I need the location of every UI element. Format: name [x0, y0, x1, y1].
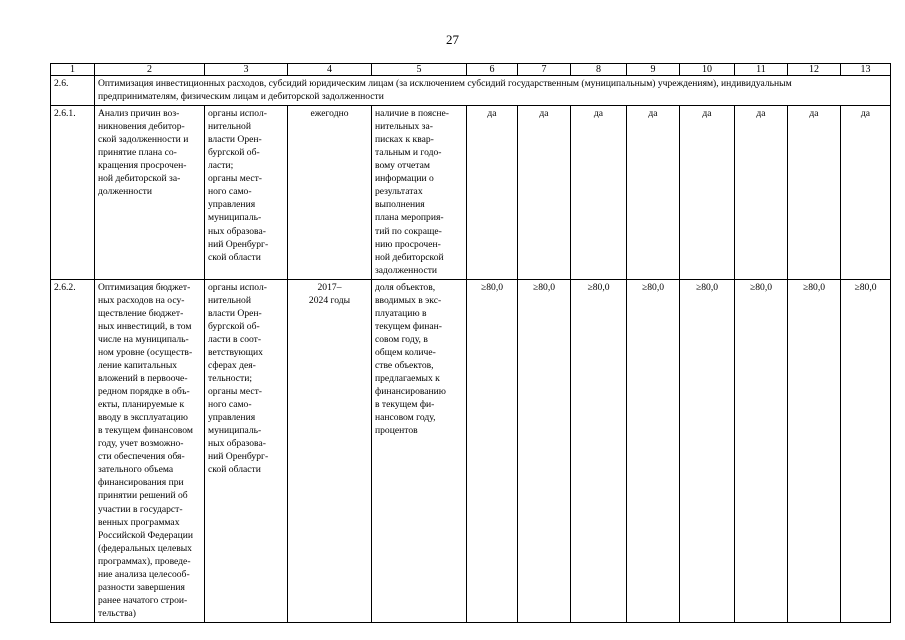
target-value: ≥80,0: [788, 279, 841, 622]
target-value: да: [735, 106, 788, 280]
row-number: 2.6.2.: [51, 279, 95, 622]
term-text: 2017– 2024 годы: [288, 279, 372, 622]
target-value: да: [518, 106, 571, 280]
target-value: ≥80,0: [627, 279, 680, 622]
target-value: да: [788, 106, 841, 280]
page-number: 27: [446, 32, 459, 47]
column-number: 10: [680, 64, 735, 76]
indicator-text: наличие в поясне- нительных за- писках к квар- тальным и годо- вому отчетам информации о результатах выполнения плана мероприя- тий по сокраще- нию просрочен- ной дебиторской задолженности: [372, 106, 467, 280]
target-value: ≥80,0: [841, 279, 891, 622]
target-value: да: [627, 106, 680, 280]
column-number: 3: [205, 64, 288, 76]
term-text: ежегодно: [288, 106, 372, 280]
column-number: 9: [627, 64, 680, 76]
column-number: 1: [51, 64, 95, 76]
column-number: 8: [571, 64, 627, 76]
table-row: [51, 279, 891, 622]
column-number: 13: [841, 64, 891, 76]
target-value: ≥80,0: [571, 279, 627, 622]
section-row: [51, 76, 891, 106]
column-number: 5: [372, 64, 467, 76]
measures-table: [50, 63, 891, 623]
column-number: 11: [735, 64, 788, 76]
target-value: да: [680, 106, 735, 280]
target-value: да: [467, 106, 518, 280]
section-title: Оптимизация инвестиционных расходов, субсидий юридическим лицам (за исключением субсидий государственным (муниципальным) учреждениям), индивидуальным предпринимателям, физическим лицам и дебиторской задолженности: [95, 76, 891, 106]
measure-text: Анализ причин воз- никновения дебитор- ской задолженности и принятие плана со- кращения просрочен- ной дебиторской за- долженности: [95, 106, 205, 280]
row-number: 2.6.1.: [51, 106, 95, 280]
target-value: ≥80,0: [467, 279, 518, 622]
column-number: 6: [467, 64, 518, 76]
column-number: 4: [288, 64, 372, 76]
column-number: 7: [518, 64, 571, 76]
measure-text: Оптимизация бюджет- ных расходов на осу- ществление бюджет- ных инвестиций, в том числе на муниципаль- ном уровне (осуществ- ление капитальных вложений в первооче- редном порядке в объ- екты, планируемые к вводу в эксплуатацию в текущем финансовом году, учет возможно- сти обеспечения обя- зательного объема финансирования при принятии решений об участии в государст- венных программах Российской Федерации (федеральных целевых программах), проведе- ние анализа целесооб- разности завершения ранее начатого строи- тельства): [95, 279, 205, 622]
table-row: [51, 106, 891, 280]
target-value: да: [571, 106, 627, 280]
target-value: да: [841, 106, 891, 280]
column-number: 12: [788, 64, 841, 76]
executors-text: органы испол- нительной власти Орен- бургской об- ласти; органы мест- ного само- управления муниципаль- ных образова- ний Оренбург- ской области: [205, 106, 288, 280]
executors-text: органы испол- нительной власти Орен- бургской об- ласти в соот- ветствующих сферах дея- тельности; органы мест- ного само- управления муниципаль- ных образова- ний Оренбург- ской области: [205, 279, 288, 622]
section-number: 2.6.: [51, 76, 95, 106]
column-number: 2: [95, 64, 205, 76]
target-value: ≥80,0: [680, 279, 735, 622]
target-value: ≥80,0: [518, 279, 571, 622]
indicator-text: доля объектов, вводимых в экс- плуатацию в текущем финан- совом году, в общем количе- стве объектов, предлагаемых к финансированию в текущем фи- нансовом году, процентов: [372, 279, 467, 622]
column-number-row: [51, 64, 891, 76]
target-value: ≥80,0: [735, 279, 788, 622]
